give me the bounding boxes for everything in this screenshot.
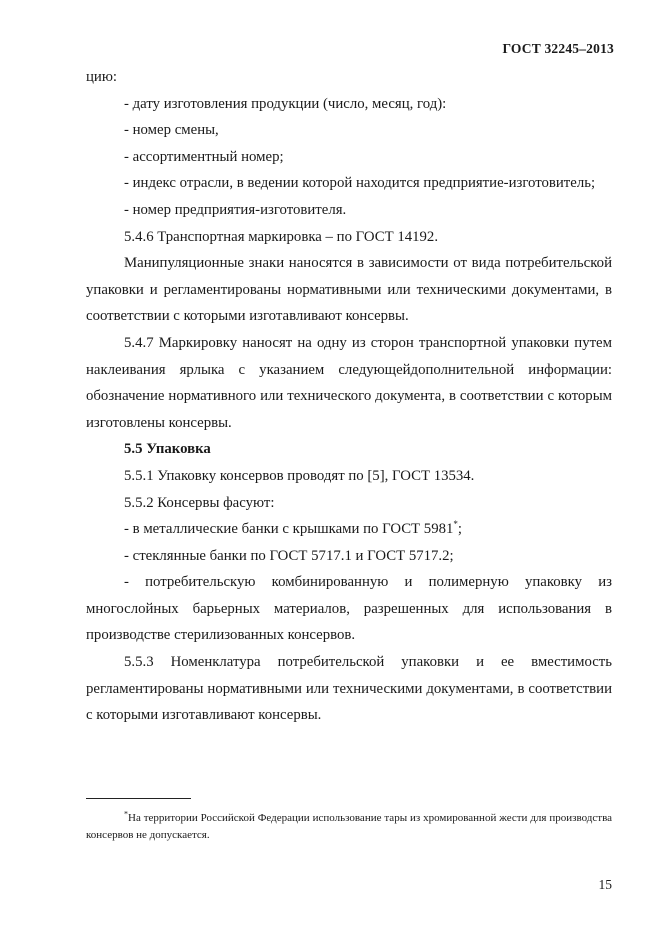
standard-header: ГОСТ 32245–2013 [502,41,614,56]
list-item: - стеклянные банки по ГОСТ 5717.1 и ГОСТ 5717.2; [124,547,454,564]
continuation-text: цию: [86,69,118,85]
list-item: - номер предприятия-изготовителя. [124,201,347,218]
clause-5-5-3: 5.5.3 Номенклатура потребительской упаковки и ее вместимость регламентированы нормативными или техническими документами, в соответствии с которыми изготавливают консервы. [86,654,612,724]
list-item: - дату изготовления продукции (число, месяц, год): [124,95,447,112]
list-item: - индекс отрасли, в ведении которой находится предприятие-изготовитель; [124,175,596,192]
clause-5-5-1: 5.5.1 Упаковку консервов проводят по [5], ГОСТ 13534. [124,467,475,484]
list-item-end: ; [457,521,463,538]
clause-5-5-2: 5.5.2 Консервы фасуют: [124,494,275,511]
document-body [86,64,612,729]
footnote-divider [86,798,191,799]
list-item-text: - в металлические банки с крышками по ГОСТ 5981 [124,521,454,538]
footnote [86,810,612,844]
list-item: - номер смены, [124,122,219,139]
footnote-mark: * [124,809,128,819]
section-heading: 5.5 Упаковка [124,441,211,458]
clause-5-4-7: 5.4.7 Маркировку наносят на одну из сторон транспортной упаковки путем наклеивания ярлыка с указанием следующейдополнительной информации: обозначение нормативного или технического документа, в соответствии с которым изготовлены консервы. [86,334,612,431]
footnote-reference: * [453,519,458,530]
handling-marks-paragraph: Манипуляционные знаки наносятся в зависимости от вида потребительской упаковки и регламентированы нормативными или техническими документами, в соответствии с которыми изготавливают консервы. [86,255,612,325]
list-item [86,516,612,543]
list-item: - потребительскую комбинированную и полимерную упаковку из многослойных барьерных материалов, разрешенных для использования в производстве стерилизованных консервов. [86,574,612,644]
footnote-text: На территории Российской Федерации использование тары из хромированной жести для производства консервов не допускается. [86,812,612,841]
clause-5-4-6: 5.4.6 Транспортная маркировка – по ГОСТ 14192. [124,228,439,245]
list-item: - ассортиментный номер; [124,148,284,165]
page-number: 15 [598,877,612,892]
